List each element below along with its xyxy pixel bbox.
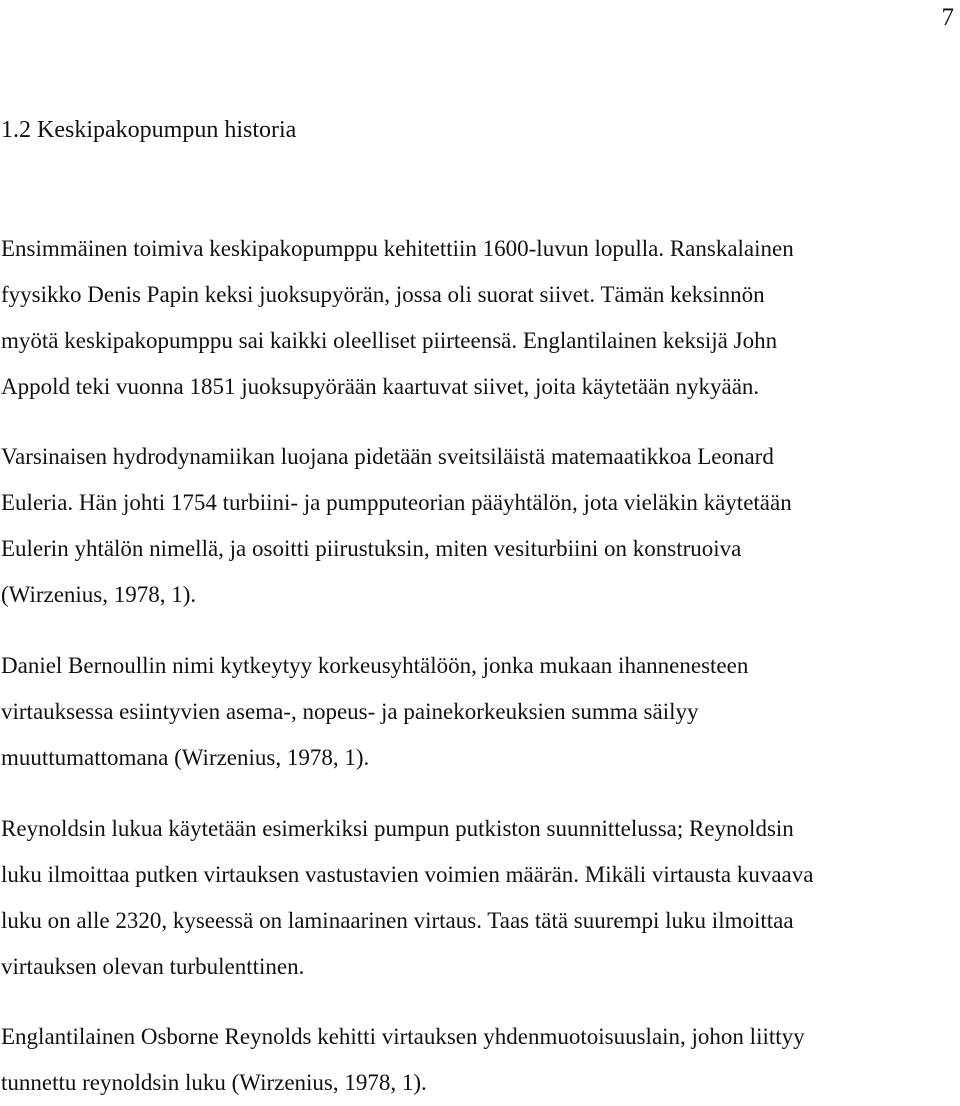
text-line: fyysikko Denis Papin keksi juoksupyörän, jossa oli suorat siivet. Tämän keksinnön [1, 282, 765, 307]
text-line: Euleria. Hän johti 1754 turbiini- ja pumpputeorian pääyhtälön, jota vieläkin käytetään [1, 490, 792, 515]
paragraph-osborne-reynolds [1, 1014, 805, 1106]
paragraph-euler [1, 434, 792, 618]
text-line: luku ilmoittaa putken virtauksen vastustavien voimien määrän. Mikäli virtausta kuvaava [1, 862, 814, 887]
paragraph-bernoulli [1, 643, 748, 781]
text-line: muuttumattomana (Wirzenius, 1978, 1). [1, 745, 370, 770]
paragraph-reynolds-number [1, 806, 813, 990]
text-line: Daniel Bernoullin nimi kytkeytyy korkeusyhtälöön, jonka mukaan ihannenesteen [1, 653, 749, 678]
text-line: (Wirzenius, 1978, 1). [1, 582, 197, 607]
text-line: Appold teki vuonna 1851 juoksupyörään kaartuvat siivet, joita käytetään nykyään. [1, 374, 760, 399]
text-line: Englantilainen Osborne Reynolds kehitti virtauksen yhdenmuotoisuuslain, johon liittyy [1, 1024, 805, 1049]
text-line: virtauksen olevan turbulenttinen. [1, 954, 305, 979]
section-heading: 1.2 Keskipakopumpun historia [1, 117, 297, 143]
page-number: 7 [941, 4, 954, 31]
text-line: Eulerin yhtälön nimellä, ja osoitti piirustuksin, miten vesiturbiini on konstruoiva [1, 536, 742, 561]
text-line: Ensimmäinen toimiva keskipakopumppu kehitettiin 1600-luvun lopulla. Ranskalainen [1, 236, 794, 261]
text-line: luku on alle 2320, kyseessä on laminaarinen virtaus. Taas tätä suurempi luku ilmoittaa [1, 908, 794, 933]
text-line: Varsinaisen hydrodynamiikan luojana pidetään sveitsiläistä matemaatikkoa Leonard [1, 444, 774, 469]
text-line: myötä keskipakopumppu sai kaikki oleelliset piirteensä. Englantilainen keksijä John [1, 328, 778, 353]
text-line: Reynoldsin lukua käytetään esimerkiksi pumpun putkiston suunnittelussa; Reynoldsin [1, 816, 794, 841]
text-line: virtauksessa esiintyvien asema-, nopeus- ja painekorkeuksien summa säilyy [1, 699, 699, 724]
text-line: tunnettu reynoldsin luku (Wirzenius, 1978, 1). [1, 1070, 427, 1095]
paragraph-centrifugal-pump-origins [1, 226, 794, 410]
